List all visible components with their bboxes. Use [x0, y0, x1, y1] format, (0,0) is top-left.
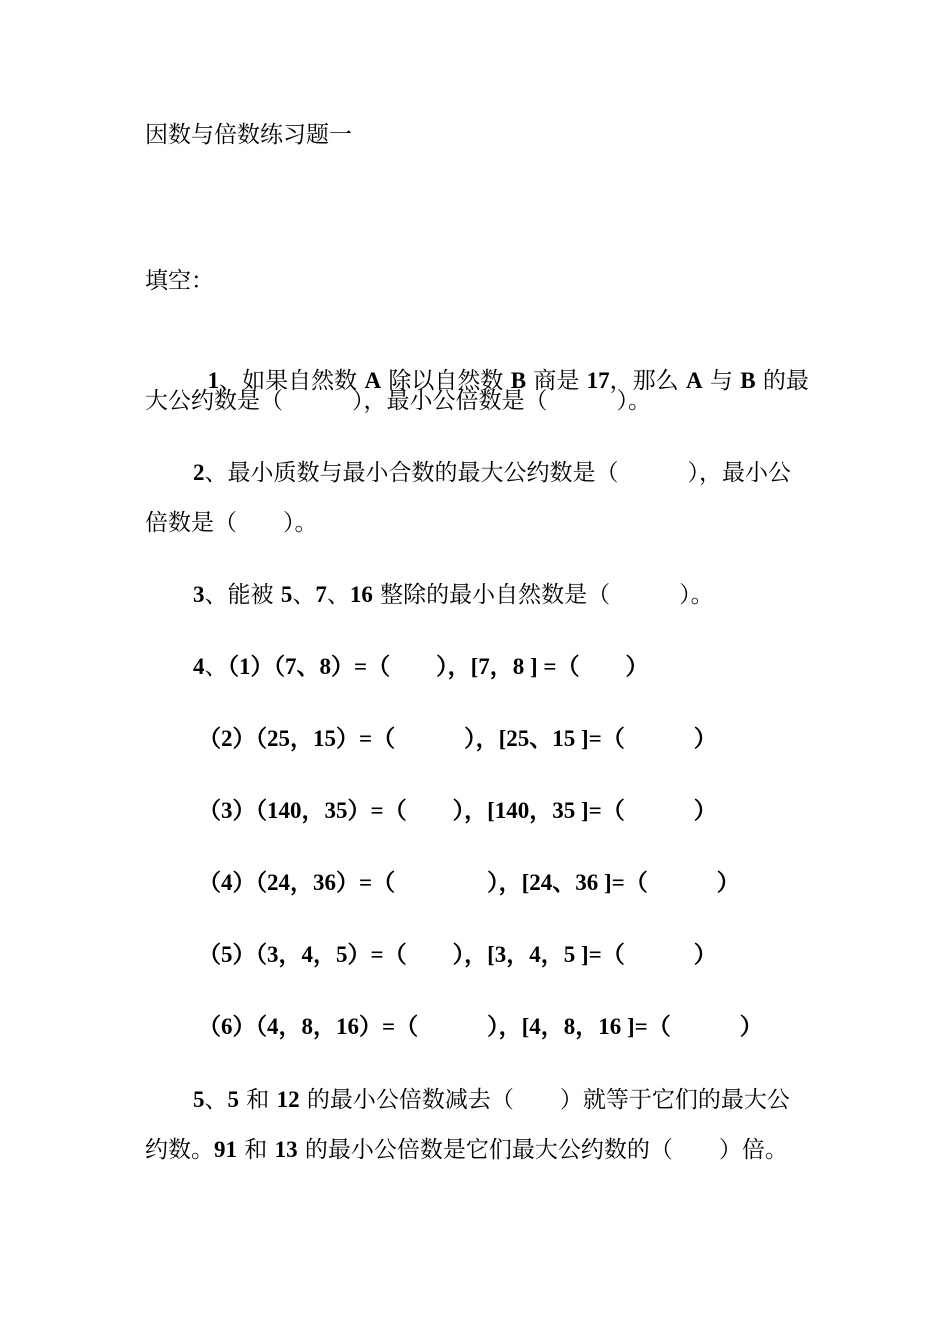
question-2-line-1: 2、最小质数与最小合数的最大公约数是（ ），最小公 — [193, 460, 791, 486]
question-2-line-2: 倍数是（ ）。 — [145, 510, 318, 536]
question-4-row-3: （3）（140，35）=（ ），[140，35 ]=（ ） — [198, 798, 717, 823]
question-4-row-2: （2）（25，15）=（ ），[25、15 ]=（ ） — [198, 726, 717, 751]
page-title: 因数与倍数练习题一 — [145, 122, 352, 148]
question-3: 3、能被 5、7、16 整除的最小自然数是（ ）。 — [193, 582, 714, 608]
question-1-line-1: 1、如果自然数 A 除以自然数 B 商是 17，那么 A 与 B 的最 — [207, 368, 809, 394]
question-4-row-6: （6）（4，8，16）=（ ），[4，8，16 ]=（ ） — [198, 1014, 763, 1039]
question-5-line-2: 约数。91 和 13 的最小公倍数是它们最大公约数的（ ）倍。 — [145, 1137, 788, 1163]
question-4-row-4: （4）（24，36）=（ ），[24、36 ]=（ ） — [198, 870, 740, 895]
question-4-row-5: （5）（3，4，5）=（ ），[3，4，5 ]=（ ） — [198, 942, 717, 967]
question-4-row-1: 4、（1）（7、8）=（ ），[7，8 ] =（ ） — [193, 654, 649, 680]
question-1-line-2: 大公约数是（ ），最小公倍数是（ ）。 — [145, 388, 651, 414]
question-5-line-1: 5、5 和 12 的最小公倍数减去（ ）就等于它们的最大公 — [193, 1087, 790, 1113]
section-heading: 填空： — [145, 268, 214, 294]
